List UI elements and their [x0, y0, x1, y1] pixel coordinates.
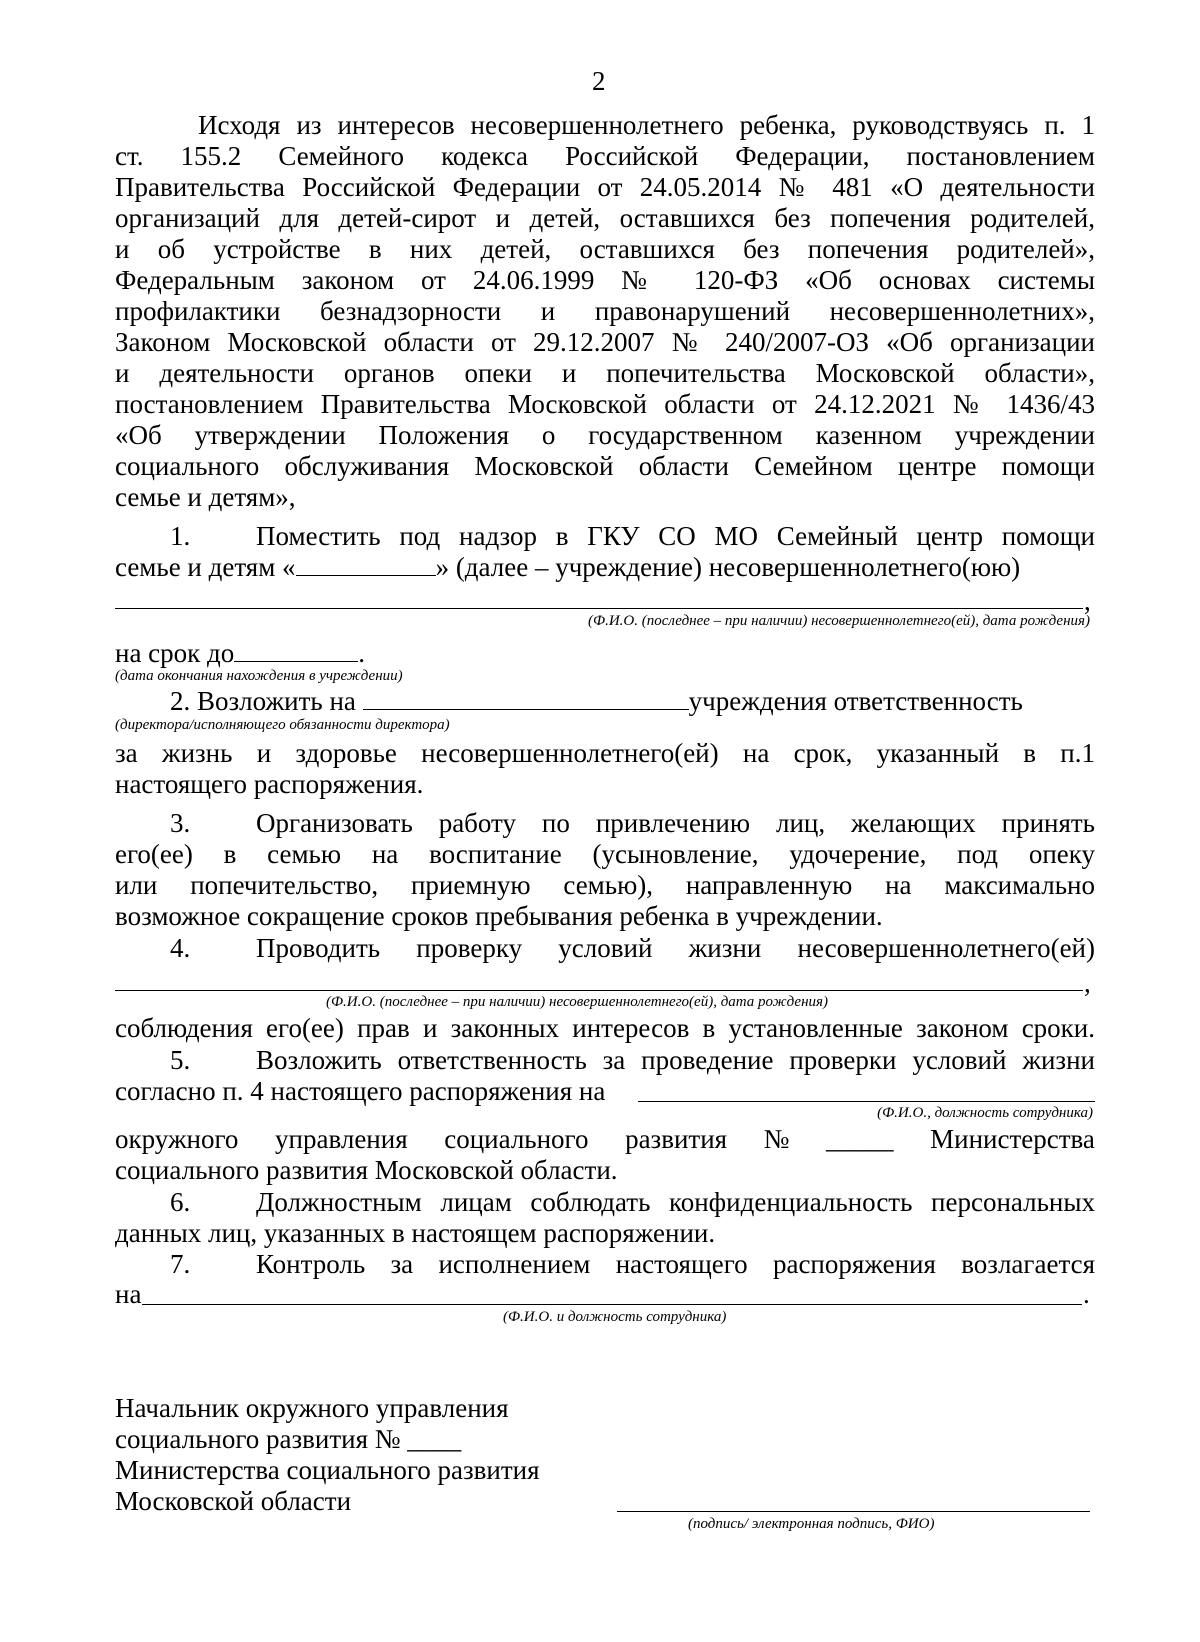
item-6-line: Должностным лицам соблюдать конфиденциальность персональных [256, 1187, 1095, 1217]
minor-name-field-2[interactable] [115, 990, 1083, 991]
field-caption: (дата окончания нахождения в учреждении) [115, 668, 403, 684]
control-employee-field[interactable] [142, 1304, 1082, 1305]
director-field[interactable] [363, 687, 689, 710]
field-caption: (Ф.И.О. (последнее – при наличии) несовершеннолетнего(ей), дата рождения) [326, 994, 828, 1010]
field-caption: (директора/исполняющего обязанности директора) [115, 717, 450, 733]
word: окружного [115, 1124, 239, 1154]
field-caption: (подпись/ электронная подпись, ФИО) [688, 1516, 935, 1532]
signature-field[interactable] [617, 1511, 1090, 1512]
term-prefix: на срок до [115, 638, 235, 668]
item-number: 3. [170, 808, 191, 838]
preamble-line: Исходя из интересов несовершеннолетнего ребенка, руководствуясь п. 1 [198, 110, 1095, 140]
item-number: 1. [170, 521, 191, 551]
comma: , [1084, 968, 1091, 998]
item-2-line: за жизнь и здоровье несовершеннолетнего(ей) на срок, указанный в п.1 [115, 738, 1095, 768]
item-2-line [170, 686, 1023, 717]
item-number: 4. [170, 933, 191, 963]
word: № [763, 1124, 790, 1154]
comma: , [1084, 586, 1091, 616]
preamble-line: ст. 155.2 Семейного кодекса Российской Федерации, постановлением [115, 141, 1095, 171]
item-2-text-start: 2. Возложить на [170, 686, 356, 716]
employee-field[interactable] [638, 1101, 1095, 1102]
institution-name-field[interactable] [296, 553, 436, 576]
preamble-line: Федеральным законом от 24.06.1999 № 120-ФЗ «Об основах системы [115, 265, 1095, 295]
item-number: 6. [170, 1187, 191, 1217]
item-2-text-end: учреждения ответственность [688, 686, 1023, 716]
preamble-line: Правительства Российской Федерации от 24.05.2014 № 481 «О деятельности [115, 172, 1095, 202]
item-3-line: его(ее) в семью на воспитание (усыновление, удочерение, под опеку [115, 839, 1095, 869]
item-7-line: Контроль за исполнением настоящего распоряжения возлагается [256, 1249, 1095, 1279]
preamble-line: социального обслуживания Московской области Семейном центре помощи [115, 451, 1095, 481]
word: _____ [826, 1124, 894, 1154]
item-5-line: согласно п. 4 настоящего распоряжения на [115, 1076, 606, 1106]
item-4-line: соблюдения его(ее) прав и законных интересов в установленные законом сроки. [115, 1013, 1095, 1043]
term-date-field[interactable] [234, 639, 358, 662]
item-4-line: Проводить проверку условий жизни несовершеннолетнего(ей) [256, 933, 1095, 963]
item-2-line: настоящего распоряжения. [115, 769, 424, 799]
item-7-line-start: на [115, 1279, 142, 1309]
item-3-line: Организовать работу по привлечению лиц, желающих принять [256, 808, 1095, 838]
preamble-line: постановлением Правительства Московской области от 24.12.2021 № 1436/43 [115, 389, 1095, 419]
preamble-line: профилактики безнадзорности и правонарушений несовершеннолетних», [115, 296, 1095, 326]
item-1-line-2 [115, 552, 1095, 583]
field-caption: (Ф.И.О., должность сотрудника) [877, 1105, 1093, 1121]
item-5-line: Возложить ответственность за проведение проверки условий жизни [256, 1045, 1095, 1075]
item-5-line: социального развития Московской области. [115, 1155, 618, 1185]
field-caption: (Ф.И.О. и должность сотрудника) [503, 1309, 727, 1325]
field-caption: (Ф.И.О. (последнее – при наличии) несовершеннолетнего(ей), дата рождения) [588, 613, 1090, 629]
term-line [115, 638, 365, 669]
item-3-line: возможное сокращение сроков пребывания ребенка в учреждении. [115, 901, 883, 931]
period: . [1083, 1279, 1090, 1309]
preamble-line: и деятельности органов опеки и попечительства Московской области», [115, 358, 1095, 388]
signatory-title: Министерства социального развития [115, 1455, 540, 1485]
item-5-line-3 [115, 1124, 1095, 1155]
item-number: 7. [170, 1249, 191, 1279]
word: развития [625, 1124, 728, 1154]
item-number: 5. [170, 1045, 191, 1075]
signatory-title: социального развития № ____ [115, 1424, 462, 1454]
preamble-line: «Об утверждении Положения о государственном казенном учреждении [115, 420, 1095, 450]
term-suffix: . [358, 638, 366, 668]
word: социального [444, 1124, 589, 1154]
item-1-text-start: семье и детям « [115, 552, 296, 582]
preamble-line: семье и детям», [115, 482, 296, 512]
page-number: 2 [592, 66, 606, 96]
preamble-line: организаций для детей-сирот и детей, оставшихся без попечения родителей, [115, 203, 1095, 233]
preamble-line: Законом Московской области от 29.12.2007 № 240/2007-ОЗ «Об организации [115, 327, 1095, 357]
minor-name-field[interactable] [115, 608, 1083, 609]
item-1-line: Поместить под надзор в ГКУ СО МО Семейный центр помощи [256, 521, 1095, 551]
item-3-line: или попечительство, приемную семью), направленную на максимально [115, 870, 1095, 900]
word: управления [275, 1124, 408, 1154]
signatory-title: Начальник окружного управления [115, 1393, 509, 1423]
signatory-title: Московской области [115, 1486, 352, 1516]
item-1-text-end: » (далее – учреждение) несовершеннолетнего(юю) [435, 552, 1021, 582]
word: Министерства [930, 1124, 1095, 1154]
preamble-line: и об устройстве в них детей, оставшихся без попечения родителей», [115, 234, 1095, 264]
item-6-line: данных лиц, указанных в настоящем распоряжении. [115, 1218, 716, 1248]
